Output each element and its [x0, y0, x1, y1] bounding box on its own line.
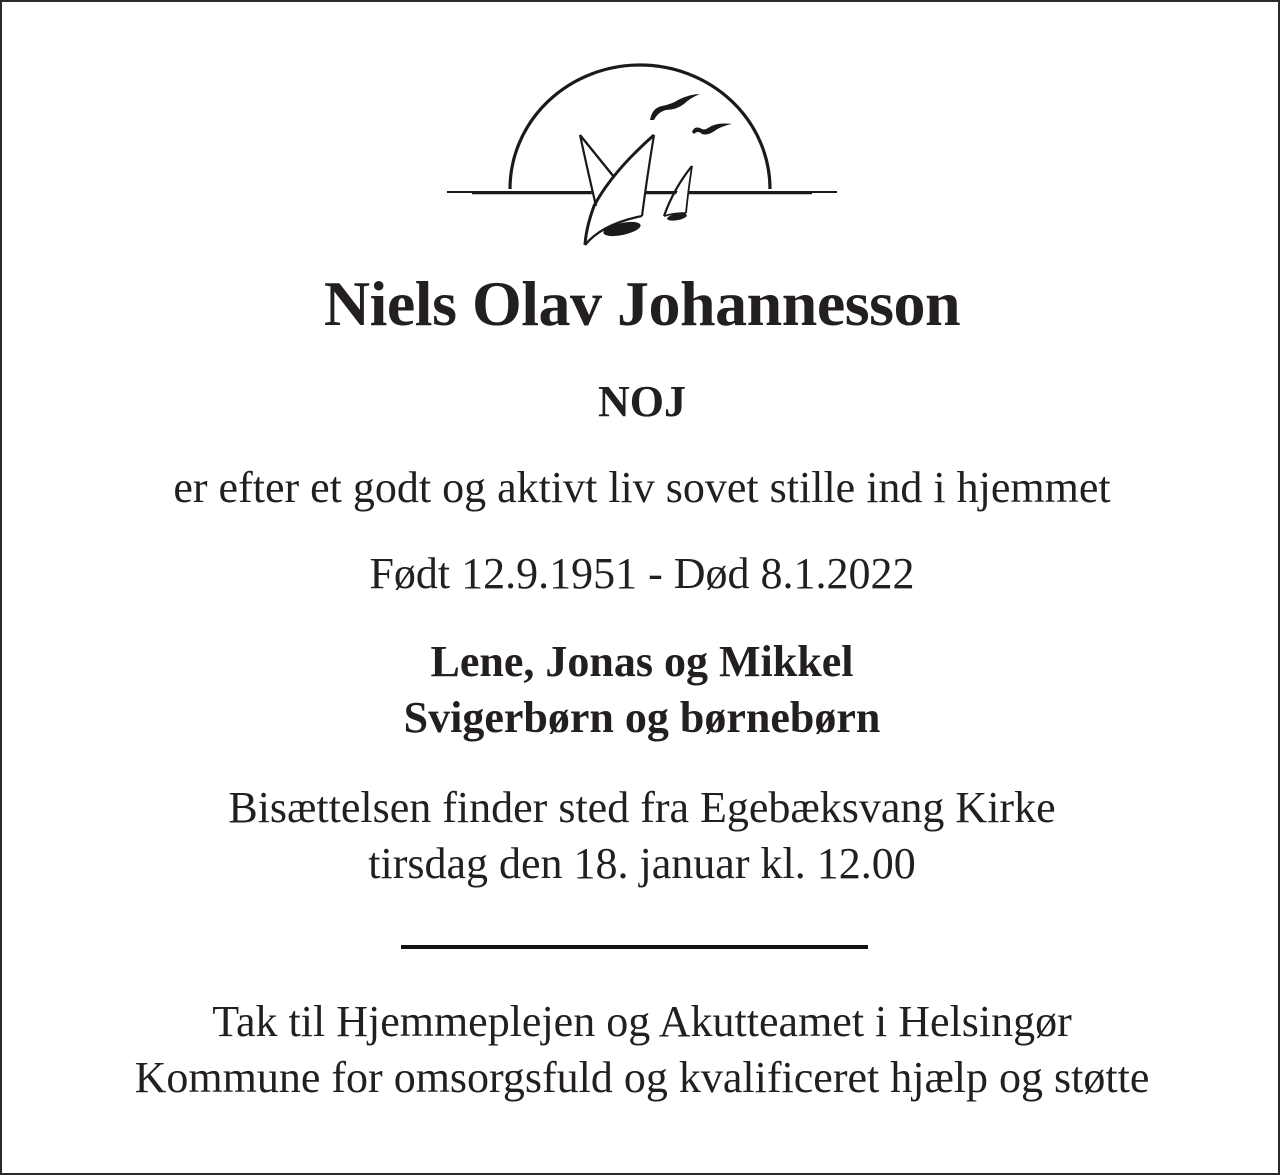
family-line-1: Lene, Jonas og Mikkel: [430, 637, 854, 686]
sunset-sailboats-birds-icon: [432, 62, 852, 262]
ceremony-info: [2, 780, 1280, 892]
thanks-text: [2, 994, 1280, 1106]
ceremony-line-1: Bisættelsen finder sted fra Egebæksvang Kirke: [228, 783, 1056, 832]
section-divider: [401, 945, 868, 949]
ceremony-line-2: tirsdag den 18. januar kl. 12.00: [368, 839, 916, 888]
life-dates: Født 12.9.1951 - Død 8.1.2022: [369, 549, 915, 598]
deceased-name: Niels Olav Johannesson: [323, 268, 961, 339]
deceased-initials: NOJ: [598, 377, 686, 426]
intro-text: er efter et godt og aktivt liv sovet stille ind i hjemmet: [173, 463, 1111, 512]
family-line-2: Svigerbørn og børnebørn: [403, 693, 881, 742]
thanks-line-1: Tak til Hjemmeplejen og Akutteamet i Helsingør: [212, 997, 1072, 1046]
family-names: [2, 634, 1280, 746]
thanks-line-2: Kommune for omsorgsfuld og kvalificeret hjælp og støtte: [134, 1053, 1150, 1102]
